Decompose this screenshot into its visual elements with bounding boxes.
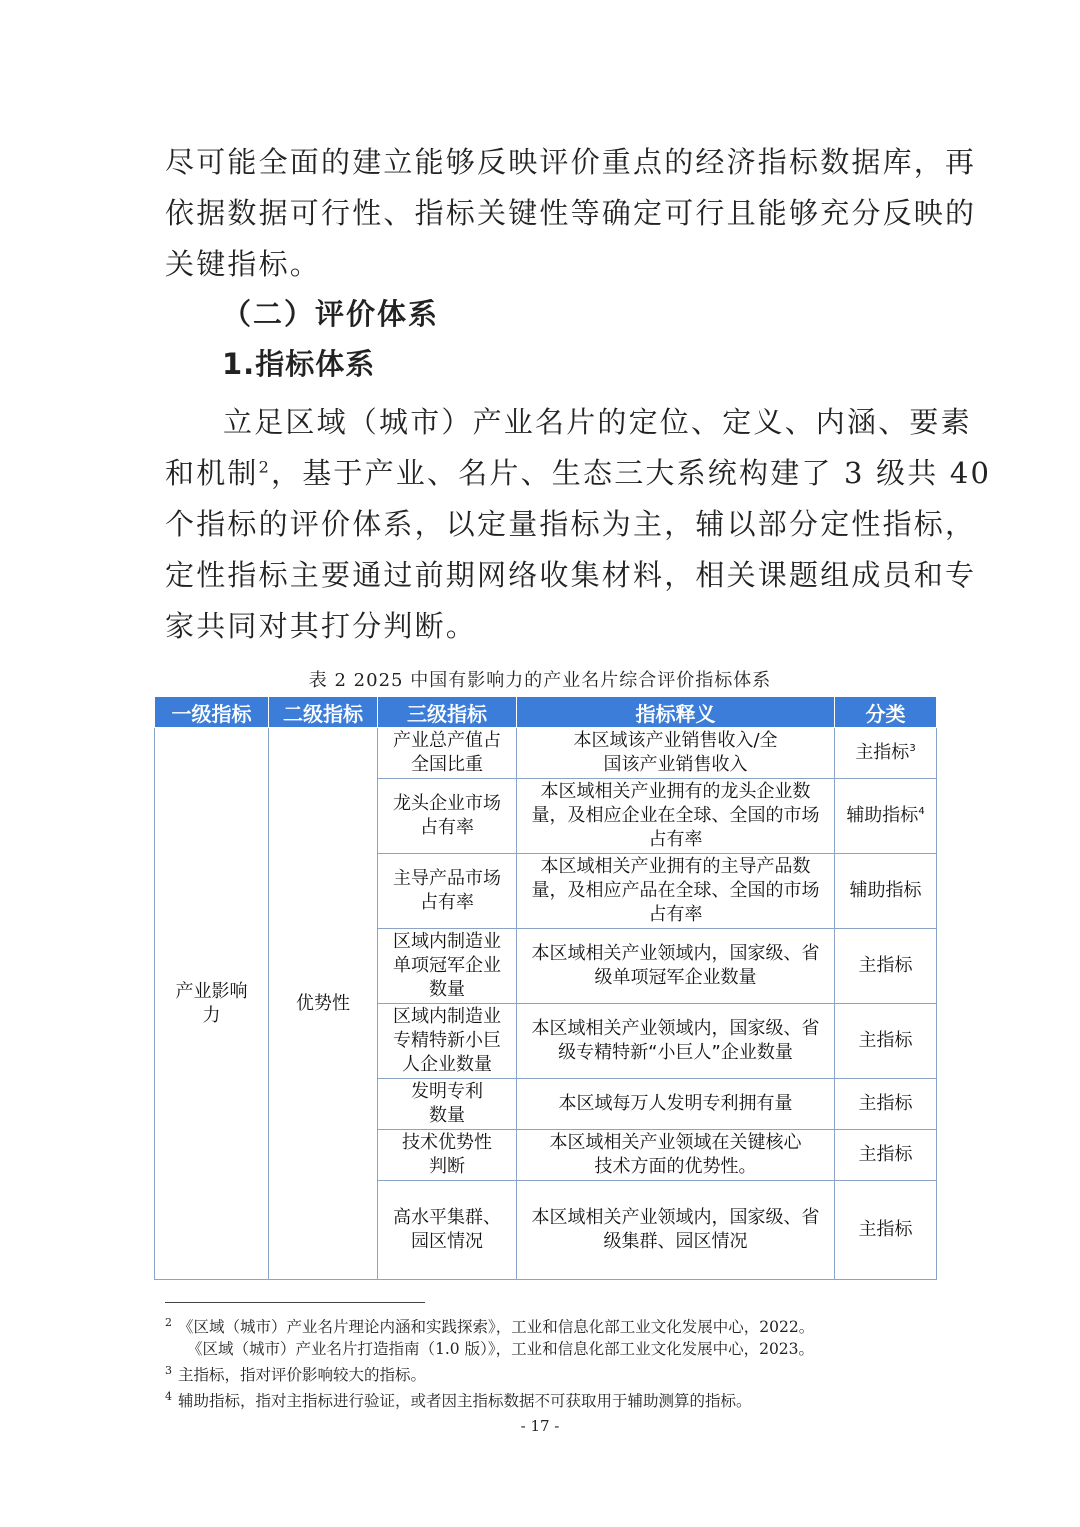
category-cell [835, 854, 937, 929]
footnote-number: 2 [165, 1316, 172, 1329]
category-label: 辅助指标 [849, 880, 922, 901]
category-cell [835, 1181, 937, 1280]
footnote [165, 1312, 814, 1338]
definition-cell: 本区域相关产业领域内，国家级、省级单项冠军企业数量 [517, 929, 835, 1004]
footnote [165, 1338, 814, 1360]
page-number: - 17 - [520, 1417, 560, 1435]
indicator-table [154, 696, 937, 1280]
footnote-ref: 3 [909, 743, 916, 754]
text-line: 关键指标。 [165, 247, 322, 281]
definition-cell: 本区域相关产业领域内，国家级、省级专精特新“小巨人”企业数量 [517, 1004, 835, 1079]
level3-cell: 产业总产值占全国比重 [378, 728, 517, 779]
definition-cell: 本区域相关产业领域在关键核心技术方面的优势性。 [517, 1130, 835, 1181]
text-fragment: ，基于产业、名片、生态三大系统构建了 3 级共 40 [271, 456, 992, 490]
table-caption: 表 2 2025 中国有影响力的产业名片综合评价指标体系 [308, 670, 772, 691]
footnote-number: 4 [165, 1390, 172, 1404]
text-line: 立足区域（城市）产业名片的定位、定义、内涵、要素 [223, 405, 972, 439]
paragraph-intro [165, 137, 977, 290]
footnote [165, 1386, 814, 1412]
category-cell [835, 929, 937, 1004]
column-header: 分类 [835, 697, 937, 728]
column-header: 三级指标 [378, 697, 517, 728]
category-label: 主指标 [858, 1144, 913, 1165]
section-heading: （二）评价体系 [222, 297, 440, 331]
level3-cell: 发明专利数量 [378, 1079, 517, 1130]
definition-cell: 本区域相关产业拥有的龙头企业数量，及相应企业在全球、全国的市场占有率 [517, 779, 835, 854]
footnote-text: 《区域（城市）产业名片理论内涵和实践探索》，工业和信息化部工业文化发展中心，2022。 [178, 1318, 815, 1337]
level3-cell: 区域内制造业单项冠军企业数量 [378, 929, 517, 1004]
level2-cell: 优势性 [269, 728, 378, 1280]
level1-cell: 产业影响力 [155, 728, 269, 1280]
text-line: 依据数据可行性、指标关键性等确定可行且能够充分反映的 [165, 196, 977, 230]
category-label: 主指标 [858, 955, 913, 976]
footnote-number: 3 [165, 1364, 172, 1378]
category-label: 主指标 [858, 1030, 913, 1051]
footnote-ref: 2 [258, 457, 271, 477]
paragraph-indicator-system [165, 397, 992, 652]
category-cell [835, 779, 937, 854]
column-header: 一级指标 [155, 697, 269, 728]
definition-cell: 本区域该产业销售收入/全国该产业销售收入 [517, 728, 835, 779]
category-cell [835, 1130, 937, 1181]
level3-cell: 龙头企业市场占有率 [378, 779, 517, 854]
subsection-heading: 1.指标体系 [222, 347, 376, 381]
footnotes [165, 1312, 814, 1412]
definition-cell: 本区域每万人发明专利拥有量 [517, 1079, 835, 1130]
category-label: 主指标 [858, 1219, 913, 1240]
table-header-row [155, 697, 937, 728]
footnote-text: 辅助指标，指对主指标进行验证，或者因主指标数据不可获取用于辅助测算的指标。 [178, 1392, 752, 1411]
footnote-text: 主指标，指对评价影响较大的指标。 [178, 1366, 427, 1385]
text-line: 个指标的评价体系，以定量指标为主，辅以部分定性指标， [165, 507, 977, 541]
level3-cell: 高水平集群、园区情况 [378, 1181, 517, 1280]
category-label: 主指标 [858, 1093, 913, 1114]
column-header: 二级指标 [269, 697, 378, 728]
text-line: 家共同对其打分判断。 [165, 609, 478, 643]
footnote-ref: 4 [918, 806, 925, 817]
footnote [165, 1360, 814, 1386]
category-cell [835, 1079, 937, 1130]
table-row [155, 728, 937, 779]
category-label: 辅助指标 [846, 805, 919, 826]
level3-cell: 区域内制造业专精特新小巨人企业数量 [378, 1004, 517, 1079]
text-line: 尽可能全面的建立能够反映评价重点的经济指标数据库，再 [165, 145, 977, 179]
text-line [165, 448, 992, 499]
text-line: 定性指标主要通过前期网络收集材料，相关课题组成员和专 [165, 558, 977, 592]
definition-cell: 本区域相关产业拥有的主导产品数量，及相应产品在全球、全国的市场占有率 [517, 854, 835, 929]
level3-cell: 技术优势性判断 [378, 1130, 517, 1181]
footnote-text: 《区域（城市）产业名片打造指南（1.0 版）》，工业和信息化部工业文化发展中心，2023。 [187, 1340, 815, 1359]
definition-cell: 本区域相关产业领域内，国家级、省级集群、园区情况 [517, 1181, 835, 1280]
column-header: 指标释义 [517, 697, 835, 728]
footnote-divider [165, 1302, 425, 1303]
level3-cell: 主导产品市场占有率 [378, 854, 517, 929]
text-fragment: 和机制 [165, 456, 259, 490]
category-label: 主指标 [855, 742, 910, 763]
category-cell [835, 1004, 937, 1079]
category-cell [835, 728, 937, 779]
